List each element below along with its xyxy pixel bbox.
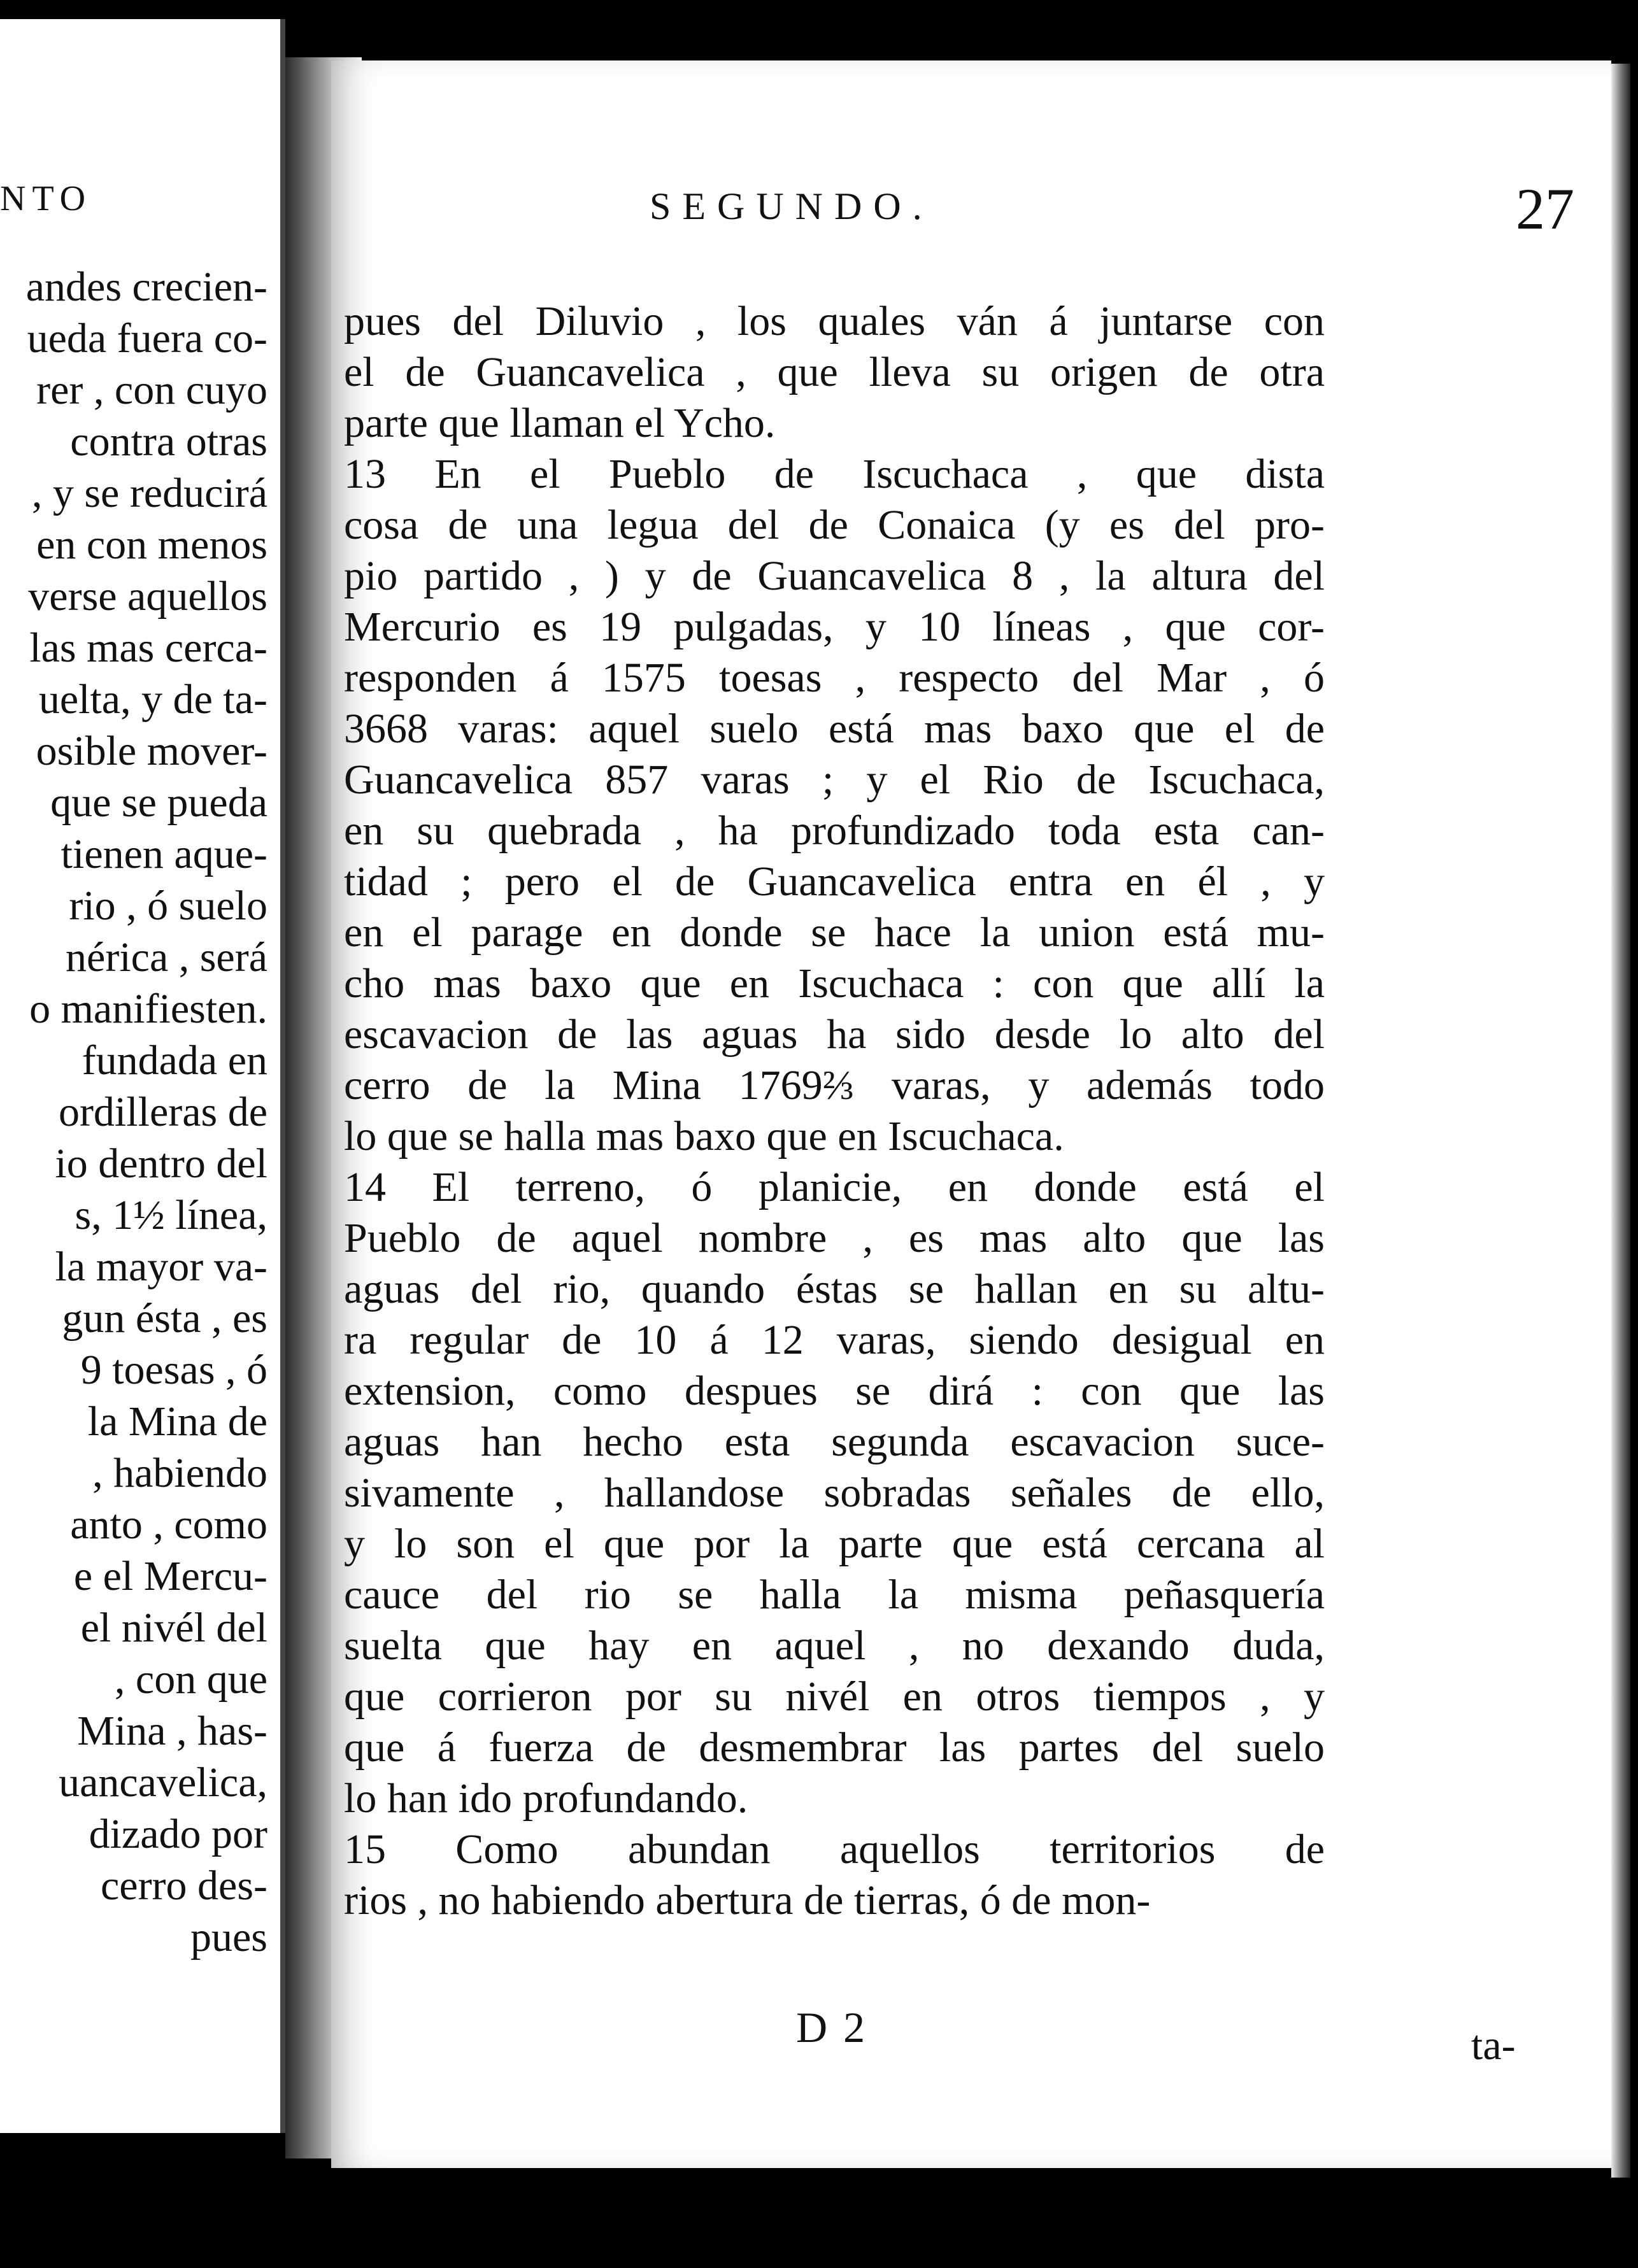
page-number: 27 xyxy=(1516,176,1574,241)
left-text-line: uancavelica, xyxy=(59,1759,267,1806)
left-text-line: osible mover- xyxy=(36,728,267,774)
text-line: cosa de una legua del de Conaica (y es del pro- xyxy=(344,502,1325,548)
left-text-line: io dentro del xyxy=(55,1140,267,1187)
left-text-line: e el Mercu- xyxy=(73,1553,267,1599)
running-head: SEGUNDO. xyxy=(650,185,934,227)
left-text-line: o manifiesten. xyxy=(29,986,267,1032)
text-line: suelta que hay en aquel , no dexando duda, xyxy=(344,1622,1325,1669)
text-line: 3668 varas: aquel suelo está mas baxo que el de xyxy=(344,705,1325,752)
text-line: pues del Diluvio , los quales ván á juntarse con xyxy=(344,298,1325,344)
text-line: cauce del rio se halla la misma peñasquería xyxy=(344,1571,1325,1618)
text-line: pio partido , ) y de Guancavelica 8 , la altura del xyxy=(344,553,1325,599)
text-line: parte que llaman el Ycho. xyxy=(344,400,776,446)
text-line: tidad ; pero el de Guancavelica entra en él , y xyxy=(344,858,1325,905)
left-text-line: Mina , has- xyxy=(77,1708,267,1754)
left-text-line: , con que xyxy=(114,1656,267,1703)
text-line: el de Guancavelica , que lleva su origen de otra xyxy=(344,349,1325,395)
signature-mark: D 2 xyxy=(796,2003,868,2052)
left-text-line: pues xyxy=(190,1914,267,1960)
left-text-line: contra otras xyxy=(70,418,267,465)
text-line: que á fuerza de desmembrar las partes del suelo xyxy=(344,1724,1325,1771)
text-line: aguas han hecho esta segunda escavacion suce- xyxy=(344,1419,1325,1465)
text-line: y lo son el que por la parte que está cercana al xyxy=(344,1520,1325,1567)
right-page xyxy=(331,60,1611,2168)
text-line: 14 El terreno, ó planicie, en donde está el xyxy=(344,1164,1325,1210)
left-text-line: , habiendo xyxy=(92,1450,267,1496)
left-text-line: andes crecien- xyxy=(25,264,267,310)
left-text-line: dizado por xyxy=(89,1811,267,1857)
left-text-line: rer , con cuyo xyxy=(36,367,267,413)
left-text-line: las mas cerca- xyxy=(29,625,267,671)
left-text-line: el nivél del xyxy=(80,1605,267,1651)
left-page-header: NTO xyxy=(0,179,92,218)
left-page xyxy=(0,19,285,2133)
left-text-line: en con menos xyxy=(36,521,267,568)
text-line: rios , no habiendo abertura de tierras, ó de mon- xyxy=(344,1877,1151,1924)
text-line: aguas del rio, quando éstas se hallan en su altu- xyxy=(344,1266,1325,1312)
left-text-line: rio , ó suelo xyxy=(69,882,267,929)
page-edge xyxy=(1611,64,1630,2178)
left-text-line: ueda fuera co- xyxy=(27,315,267,362)
catchword: ta- xyxy=(1471,2022,1516,2069)
text-line: ra regular de 10 á 12 varas, siendo desigual en xyxy=(344,1317,1325,1363)
text-line: lo que se halla mas baxo que en Iscuchaca. xyxy=(344,1113,1064,1159)
left-page-text xyxy=(0,261,280,1963)
left-text-line: verse aquellos xyxy=(28,573,267,620)
left-text-line: s, 1½ línea, xyxy=(75,1192,267,1238)
left-text-line: la mayor va- xyxy=(55,1244,267,1290)
left-text-line: cerro des- xyxy=(100,1862,267,1909)
left-text-line: ordilleras de xyxy=(58,1089,267,1135)
text-line: Mercurio es 19 pulgadas, y 10 líneas , que cor- xyxy=(344,604,1325,650)
left-text-line: la Mina de xyxy=(87,1398,267,1445)
left-text-line: anto , como xyxy=(70,1501,267,1548)
text-line: que corrieron por su nivél en otros tiempos , y xyxy=(344,1673,1325,1720)
left-text-line: , y se reducirá xyxy=(31,470,267,516)
text-line: 13 En el Pueblo de Iscuchaca , que dista xyxy=(344,451,1325,497)
left-text-line: fundada en xyxy=(82,1037,267,1084)
left-text-line: nérica , será xyxy=(66,934,267,981)
text-line: 15 Como abundan aquellos territorios de xyxy=(344,1826,1325,1873)
text-line: lo han ido profundando. xyxy=(344,1775,748,1822)
text-line: cerro de la Mina 1769⅔ varas, y además todo xyxy=(344,1062,1325,1109)
text-line: en el parage en donde se hace la union está mu- xyxy=(344,909,1325,956)
left-text-line: gun ésta , es xyxy=(62,1295,267,1342)
left-text-line: uelta, y de ta- xyxy=(38,676,267,723)
left-text-line: que se pueda xyxy=(50,779,267,826)
left-text-line: 9 toesas , ó xyxy=(80,1347,267,1393)
text-line: Pueblo de aquel nombre , es mas alto que las xyxy=(344,1215,1325,1261)
text-line: extension, como despues se dirá : con que las xyxy=(344,1368,1325,1414)
text-line: Guancavelica 857 varas ; y el Rio de Iscuchaca, xyxy=(344,756,1325,803)
text-line: responden á 1575 toesas , respecto del Mar , ó xyxy=(344,655,1325,701)
body-text xyxy=(344,296,1325,1926)
text-line: cho mas baxo que en Iscuchaca : con que allí la xyxy=(344,960,1325,1007)
text-line: escavacion de las aguas ha sido desde lo alto del xyxy=(344,1011,1325,1058)
text-line: sivamente , hallandose sobradas señales de ello, xyxy=(344,1470,1325,1516)
text-line: en su quebrada , ha profundizado toda esta can- xyxy=(344,807,1325,854)
left-text-line: tienen aque- xyxy=(61,831,267,877)
